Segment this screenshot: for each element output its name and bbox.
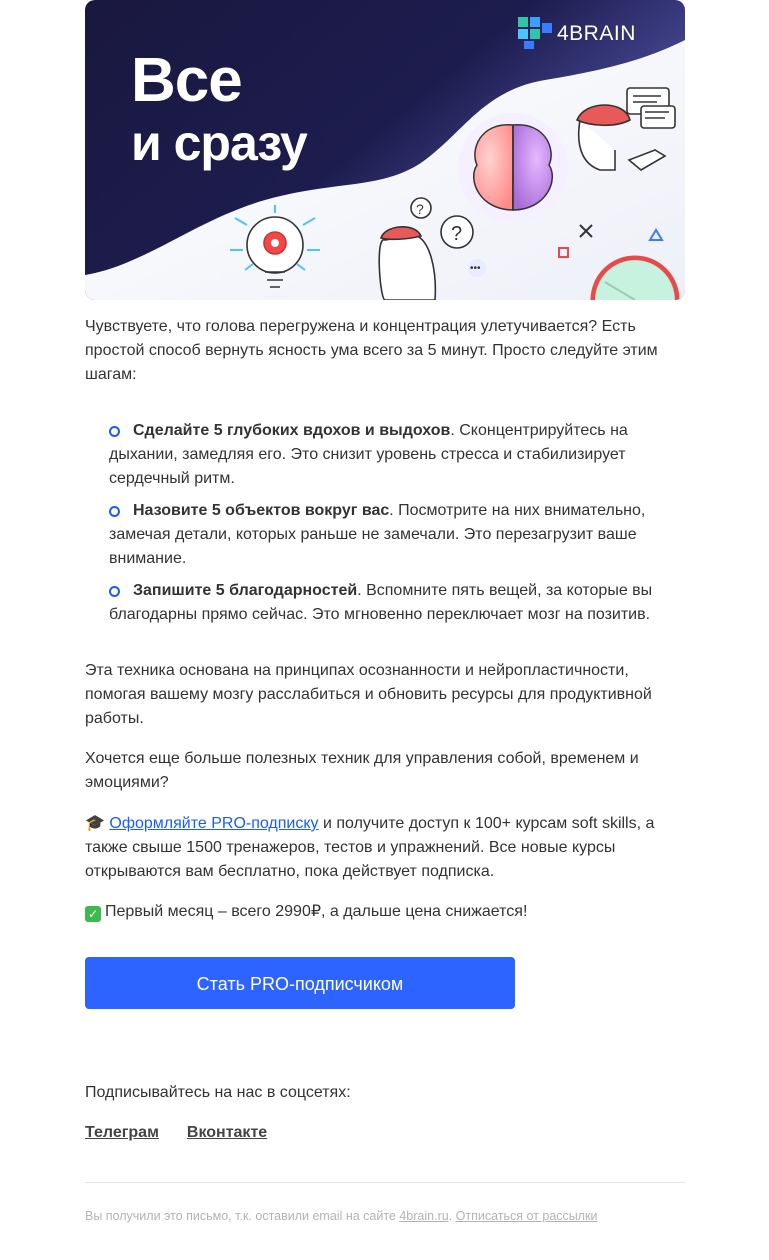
step-title: Назовите 5 объектов вокруг вас: [133, 502, 390, 519]
svg-text:?: ?: [416, 201, 424, 217]
question-paragraph: Хочется еще больше полезных техник для управления собой, временем и эмоциями?: [85, 750, 639, 791]
hero-illustration: [85, 0, 685, 300]
email-body: [85, 0, 685, 1225]
steps-list: [85, 419, 685, 627]
unsubscribe-link[interactable]: Отписаться от рассылки: [455, 1209, 598, 1223]
footer: [85, 1207, 685, 1225]
list-item: [109, 579, 685, 627]
offer-paragraph: [85, 900, 685, 924]
brain-icon: [458, 113, 568, 223]
footer-text: Вы получили это письмо, т.к. оставили email на сайте: [85, 1209, 400, 1223]
list-item: [109, 499, 685, 571]
svg-text:?: ?: [451, 223, 463, 245]
step-description: . Посмотрите на них внимательно, замечая детали, которых раньше не замечали. Это перезагрузит ваше внимание.: [109, 502, 646, 567]
vkontakte-link[interactable]: Вконтакте: [186, 1124, 268, 1141]
hero-headline-line2: и сразу: [131, 115, 307, 171]
hero-headline-line1: Все: [131, 46, 242, 115]
offer-text: Первый месяц – всего 2990₽, а дальше цена снижается!: [105, 903, 528, 920]
pro-subscription-link[interactable]: Оформляйте PRO-подписку: [109, 815, 319, 832]
step-text: [109, 579, 665, 627]
promo-text: и получите доступ к 100+ курсам soft skills, а также свыше 1500 тренажеров, тестов и упражнений. Все новые курсы открываются вам бесплатно, пока действует подписка.: [85, 815, 655, 880]
bullet-icon: [109, 586, 120, 597]
step-title: Сделайте 5 глубоких вдохов и выдохов: [133, 422, 451, 439]
svg-text:•••: •••: [470, 263, 481, 274]
promo-paragraph: [85, 811, 685, 884]
check-mark-icon: ✓: [85, 906, 101, 922]
bullet-icon: [109, 426, 120, 437]
step-description: . Сконцентрируйтесь на дыхании, замедляя его. Это снизит уровень стресса и стабилизирует сердечный ритм.: [109, 422, 628, 487]
list-item: [109, 419, 685, 491]
intro-paragraph: Чувствуете, что голова перегружена и концентрация улетучивается? Есть простой способ вернуть ясность ума всего за 5 минут. Просто следуйте этим шагам:: [85, 318, 658, 383]
telegram-link[interactable]: Телеграм: [85, 1124, 159, 1141]
technique-paragraph: Эта техника основана на принципах осознанности и нейропластичности, помогая вашему мозгу расслабиться и обновить ресурсы для продуктивной работы.: [85, 662, 652, 727]
step-text: [109, 499, 665, 571]
step-description: . Вспомните пять вещей, за которые вы благодарны прямо сейчас. Это мгновенно переключает мозг на позитив.: [109, 582, 653, 623]
footer-separator: .: [448, 1209, 456, 1223]
step-text: [109, 419, 665, 491]
social-title: Подписывайтесь на нас в соцсетях:: [85, 1084, 351, 1101]
site-link[interactable]: 4brain.ru: [399, 1209, 449, 1223]
social-links: [85, 1121, 685, 1145]
footer-divider: [85, 1182, 685, 1183]
logo-text: 4BRAIN: [557, 22, 636, 45]
bullet-icon: [109, 506, 120, 517]
hero-banner: [85, 0, 685, 300]
become-pro-button[interactable]: Стать PRO-подписчиком: [85, 957, 515, 1009]
step-title: Запишите 5 благодарностей: [133, 582, 358, 599]
graduation-cap-icon: 🎓: [85, 813, 105, 832]
